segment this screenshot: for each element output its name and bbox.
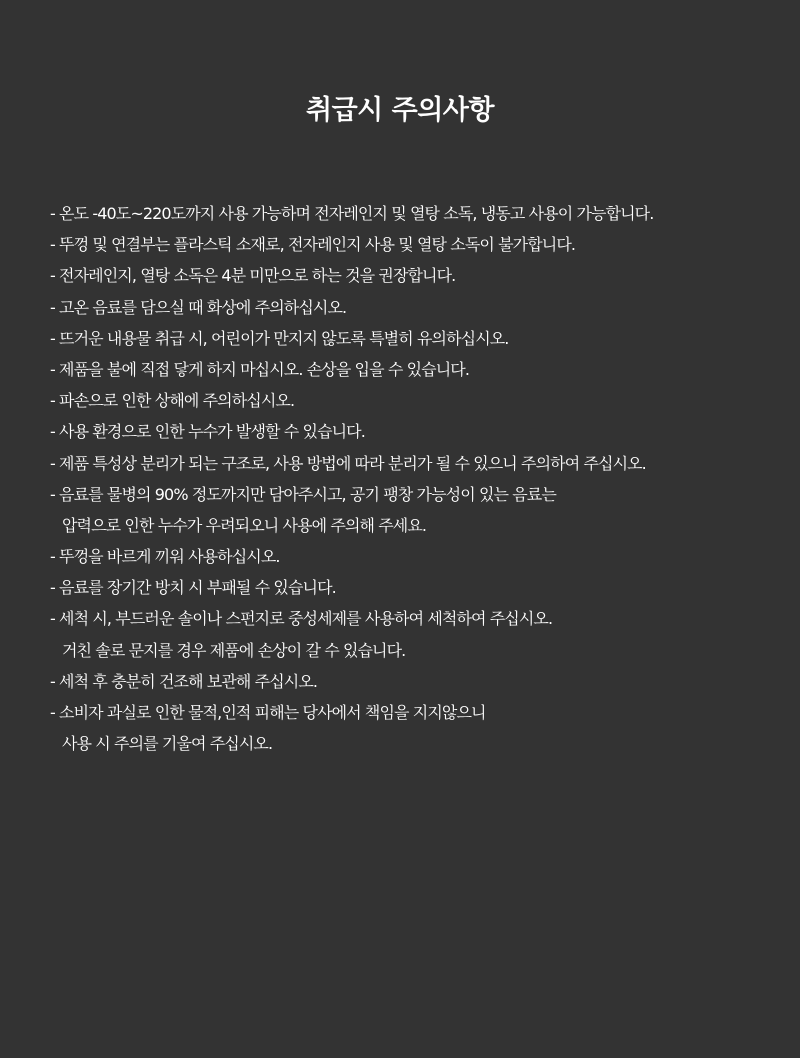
caution-item: - 뚜껑 및 연결부는 플라스틱 소재로, 전자레인지 사용 및 열탕 소독이 불가합니다.	[50, 235, 576, 255]
caution-item-continuation: 거친 솔로 문지를 경우 제품에 손상이 갈 수 있습니다.	[62, 640, 406, 660]
caution-item: - 뚜껑을 바르게 끼워 사용하십시오.	[50, 547, 280, 567]
caution-item: - 소비자 과실로 인한 물적,인적 피해는 당사에서 책임을 지지않으니	[50, 703, 486, 722]
caution-item: - 세척 시, 부드러운 솔이나 스펀지로 중성세제를 사용하여 세척하여 주십시오.	[50, 609, 553, 629]
caution-item: - 제품을 불에 직접 닿게 하지 마십시오. 손상을 입을 수 있습니다.	[50, 359, 470, 379]
caution-item: - 온도 -40도~220도까지 사용 가능하며 전자레인지 및 열탕 소독, 냉동고 사용이 가능합니다.	[50, 204, 654, 223]
caution-item-continuation: 사용 시 주의를 기울여 주십시오.	[62, 734, 273, 754]
caution-item: - 음료를 물병의 90% 정도까지만 담아주시고, 공기 팽창 가능성이 있는 음료는	[50, 484, 556, 504]
caution-item: - 음료를 장기간 방치 시 부패될 수 있습니다.	[50, 578, 336, 598]
caution-list	[50, 198, 780, 759]
caution-item: - 세척 후 충분히 건조해 보관해 주십시오.	[50, 671, 318, 691]
caution-item: - 전자레인지, 열탕 소독은 4분 미만으로 하는 것을 권장합니다.	[50, 266, 456, 286]
caution-item: - 제품 특성상 분리가 되는 구조로, 사용 방법에 따라 분리가 될 수 있으니 주의하여 주십시오.	[50, 453, 646, 473]
page-title: 취급시 주의사항	[306, 95, 494, 126]
caution-item: - 뜨거운 내용물 취급 시, 어린이가 만지지 않도록 특별히 유의하십시오.	[50, 328, 509, 348]
caution-item: - 사용 환경으로 인한 누수가 발생할 수 있습니다.	[50, 422, 365, 442]
caution-item: - 파손으로 인한 상해에 주의하십시오.	[50, 391, 295, 411]
caution-item: - 고온 음료를 담으실 때 화상에 주의하십시오.	[50, 297, 347, 317]
caution-item-continuation: 압력으로 인한 누수가 우려되오니 사용에 주의해 주세요.	[62, 515, 427, 535]
